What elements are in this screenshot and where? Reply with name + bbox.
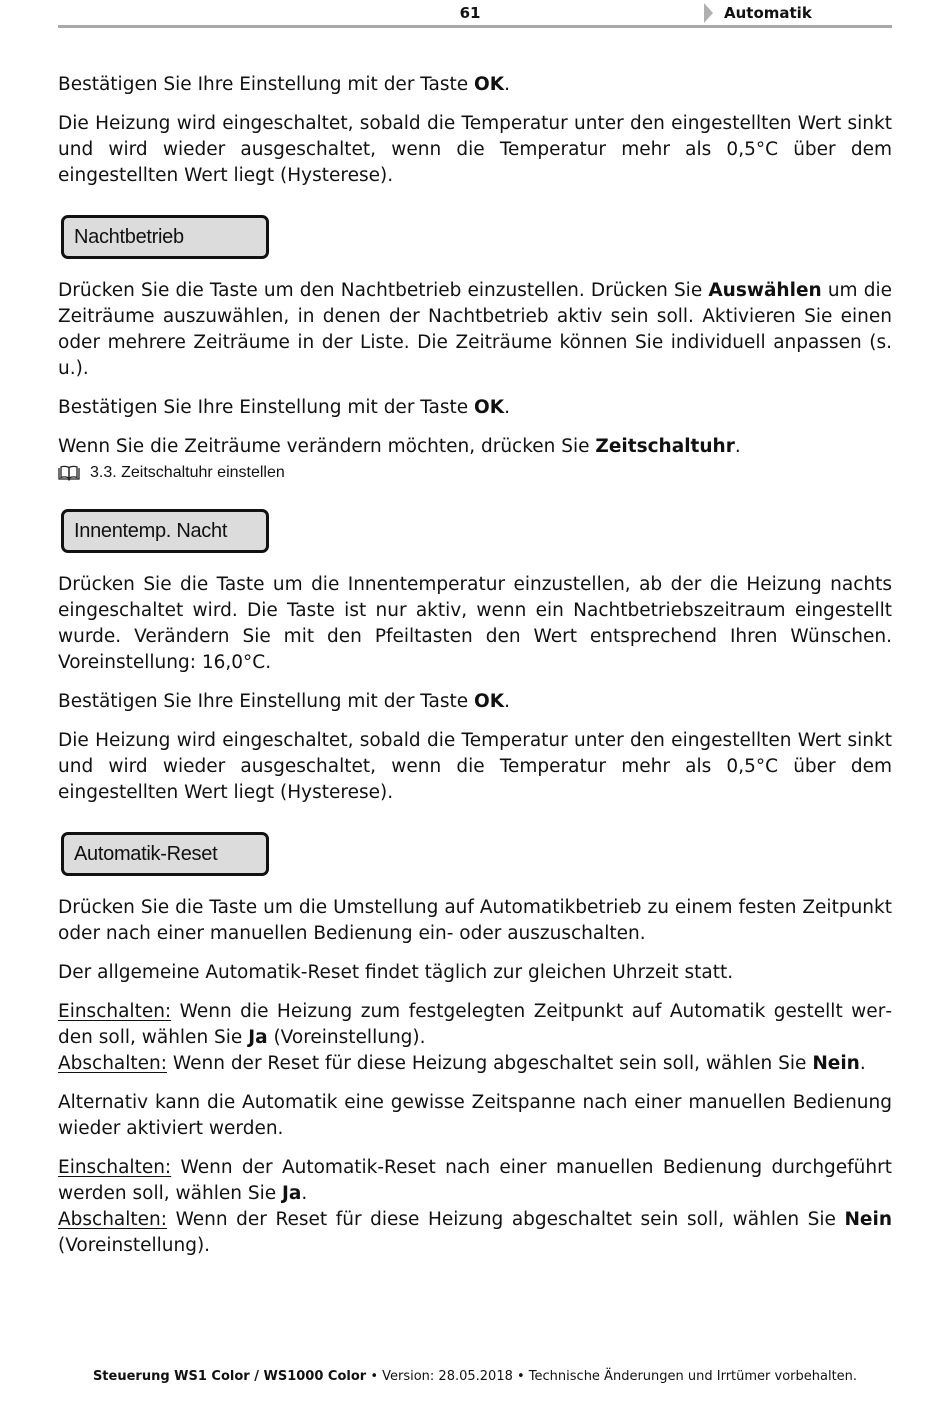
- paragraph: Der allgemeine Automatik-Reset findet täglich zur gleichen Uhrzeit statt.: [58, 962, 734, 983]
- paragraph: [58, 689, 892, 715]
- cross-reference-label: 3.3. Zeitschaltuhr einstellen: [90, 464, 285, 481]
- paragraph: [58, 999, 892, 1077]
- automatik-reset-button-illustration: [61, 832, 269, 876]
- paragraph: Alternativ kann die Automatik eine gewisse Zeitspanne nach einer manuellen Bedienung wieder aktiviert werden.: [58, 1092, 892, 1139]
- text: Wenn der Automatik-Reset nach einer manuellen Bedienung durchgeführt werden soll, wählen Sie: [58, 1157, 892, 1204]
- text: Wenn die Heizung zum festgelegten Zeitpunkt auf Automatik gestellt werden soll, wählen Sie: [58, 1001, 892, 1048]
- bold-term: OK: [474, 691, 505, 712]
- page-footer: [0, 1369, 950, 1384]
- paragraph: Die Heizung wird eingeschaltet, sobald die Temperatur unter den eingestellten Wert sinkt und wird wieder ausgeschaltet, wenn die Temperatur mehr als 0,5°C über dem eingestellten Wert liegt (Hysterese).: [58, 730, 892, 803]
- underlined-term: Einschalten:: [58, 1157, 172, 1178]
- section-arrow-icon: [704, 3, 713, 23]
- button-label: Nachtbetrieb: [74, 226, 184, 248]
- book-icon: [58, 465, 80, 481]
- paragraph: Drücken Sie die Taste um die Innentemperatur einzustellen, ab der die Heizung nachts eingeschaltet wird. Die Taste ist nur aktiv, wenn ein Nachtbetriebszeitraum eingestellt wurde. Verändern Sie mit den Pfeiltasten den Wert entsprechend Ihren Wünschen. Voreinstellung: 16,0°C.: [58, 574, 892, 673]
- text: .: [734, 436, 741, 457]
- text: Drücken Sie die Taste um den Nachtbetrieb einzustellen. Drücken Sie: [58, 280, 709, 301]
- paragraph: [58, 434, 892, 460]
- button-label: Automatik-Reset: [74, 843, 218, 865]
- paragraph: [58, 1155, 892, 1259]
- text: Wenn der Reset für diese Heizung abgeschaltet sein soll, wählen Sie: [167, 1209, 845, 1230]
- bold-term: Nein: [812, 1053, 860, 1074]
- text: .: [504, 691, 510, 712]
- paragraph: [58, 278, 892, 382]
- text: (Voreinstellung).: [58, 1235, 211, 1256]
- page-number: 61: [459, 4, 481, 22]
- text: (Voreinstellung).: [267, 1027, 426, 1048]
- paragraph: Die Heizung wird eingeschaltet, sobald die Temperatur unter den eingestellten Wert sinkt und wird wieder ausgeschaltet, wenn die Temperatur mehr als 0,5°C über dem eingestellten Wert liegt (Hysterese).: [58, 113, 892, 186]
- paragraph: [58, 395, 892, 421]
- text: Bestätigen Sie Ihre Einstellung mit der Taste: [58, 691, 475, 712]
- underlined-term: Abschalten:: [58, 1053, 168, 1074]
- cross-reference[interactable]: [58, 461, 892, 485]
- paragraph: [58, 72, 892, 98]
- bold-term: Auswählen: [708, 280, 822, 301]
- footer-text: • Version: 28.05.2018 • Technische Änderungen und Irrtümer vorbehalten.: [366, 1369, 858, 1384]
- underlined-term: Einschalten:: [58, 1001, 172, 1022]
- button-label: Innentemp. Nacht: [74, 520, 228, 542]
- text: .: [301, 1183, 308, 1204]
- paragraph: Drücken Sie die Taste um die Umstellung auf Automatikbetrieb zu einem festen Zeitpunkt oder nach einer manuellen Bedienung ein- oder auszuschalten.: [58, 897, 892, 944]
- text: .: [504, 397, 510, 418]
- text: Wenn der Reset für diese Heizung abgeschaltet sein soll, wählen Sie: [167, 1053, 813, 1074]
- text: Bestätigen Sie Ihre Einstellung mit der Taste: [58, 397, 475, 418]
- nachtbetrieb-button-illustration: [61, 215, 269, 259]
- text: Bestätigen Sie Ihre Einstellung mit der Taste: [58, 74, 475, 95]
- footer-product: Steuerung WS1 Color / WS1000 Color: [92, 1369, 367, 1384]
- underlined-term: Abschalten:: [58, 1209, 168, 1230]
- text: Wenn Sie die Zeiträume verändern möchten, drücken Sie: [58, 436, 596, 457]
- bold-term: OK: [474, 397, 505, 418]
- section-title: Automatik: [724, 4, 812, 22]
- text: .: [504, 74, 510, 95]
- bold-term: OK: [474, 74, 505, 95]
- text: .: [859, 1053, 866, 1074]
- bold-term: Ja: [248, 1027, 268, 1048]
- bold-term: Nein: [844, 1209, 892, 1230]
- header-rule: [58, 25, 892, 28]
- innentemp-nacht-button-illustration: [61, 509, 269, 553]
- page-content: [58, 72, 892, 1259]
- bold-term: Ja: [282, 1183, 302, 1204]
- bold-term: Zeitschaltuhr: [595, 436, 735, 457]
- text: um die Zeiträume auszuwählen, in denen der Nachtbetrieb aktiv sein soll. Aktivieren Sie einen oder mehrere Zeiträume in der Liste. Die Zeiträume können Sie individuell anpassen (s. u.).: [58, 280, 892, 379]
